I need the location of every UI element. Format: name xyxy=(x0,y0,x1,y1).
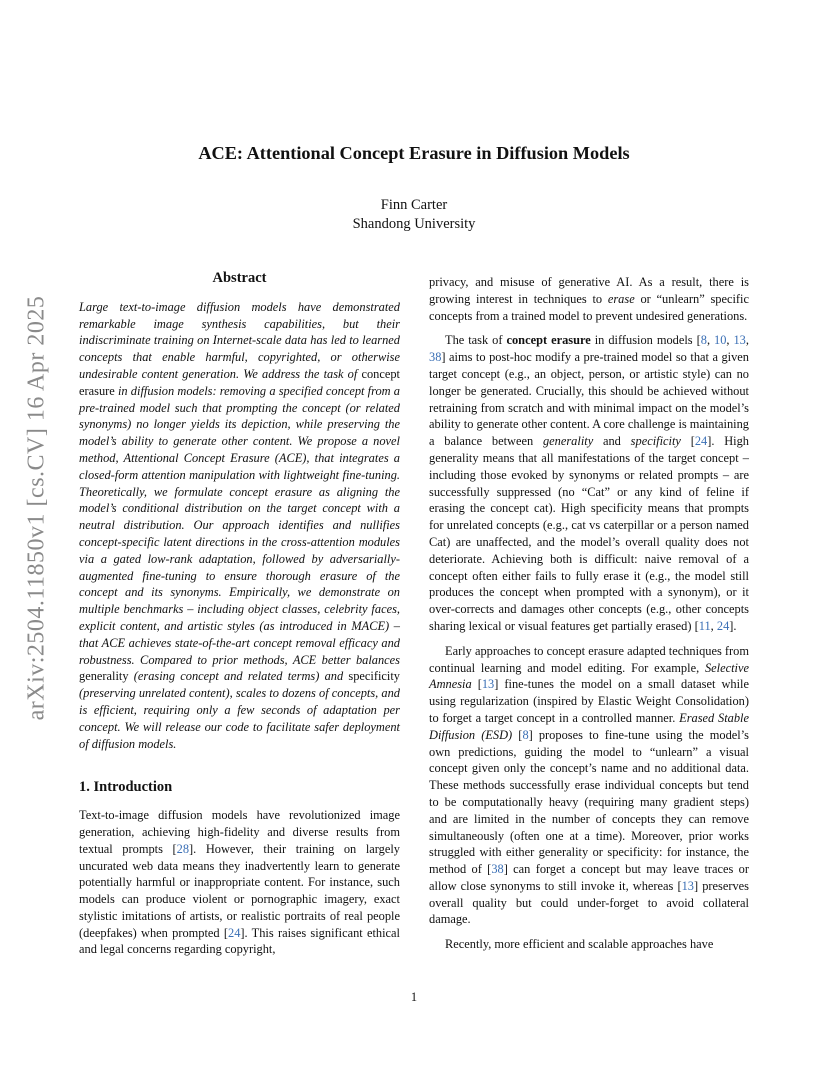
citation-link[interactable]: 24 xyxy=(228,925,241,940)
arxiv-identifier xyxy=(23,258,50,758)
section-heading-introduction: 1. Introduction xyxy=(79,779,173,796)
citation-link[interactable]: 13 xyxy=(733,333,746,348)
abstract-heading: Abstract xyxy=(212,270,267,286)
citation-link[interactable]: 24 xyxy=(716,618,730,633)
citation-link[interactable]: 38 xyxy=(491,862,504,877)
paper-title: ACE: Attentional Concept Erasure in Diffusion Models xyxy=(198,143,630,163)
citation-link[interactable]: 11 xyxy=(698,618,711,633)
page-number: 1 xyxy=(410,990,418,1004)
arxiv-id-text: arXiv:2504.11850v1 [cs.CV] 16 Apr 2025 xyxy=(23,295,49,721)
citation-link[interactable]: 28 xyxy=(176,841,190,856)
citation-link[interactable]: 10 xyxy=(714,333,727,348)
citation-link[interactable]: 38 xyxy=(429,350,442,365)
right-column xyxy=(429,274,749,961)
author-name: Finn Carter xyxy=(380,197,448,213)
paragraph: privacy, and misuse of generative AI. As a result, there is growing interest in techniques to erase or “unlearn” specific concepts from a trained model to prevent undesired generations. xyxy=(429,275,749,323)
paragraph: The task of concept erasure in diffusion models [8, 10, 13, 38] aims to post-hoc modify a pre-trained model so that a given target concept (e.g., an object, person, or artistic style) can no longer be generated. Crucially, this should be achieved without retraining from scratch and with minimal impact on the model’s ability to generate other content. A core challenge is maintaining a balance between generality and specificity [24]. High generality means that all manifestations of the target concept – including those evoked by synonyms or related prompts – are successfully suppressed (no “Cat” or any kind of feline if erasing the concept cat). High specificity means that prompts for unrelated concepts (e.g., cat vs caterpillar or a person named Cat) are unaffected, and the model’s overall quality does not deteriorate. Achieving both is difficult: naive removal of a concept often either fails to fully erase it (e.g., the model still produces the concept when prompted with a synonym), or it over-corrects and damages other concepts (e.g., other concepts sharing lexical or visual features get partially erased) [11, 24]. xyxy=(429,333,750,633)
citation-link[interactable]: 24 xyxy=(694,434,708,449)
citation-link[interactable]: 8 xyxy=(700,333,707,348)
paragraph: Early approaches to concept erasure adapted techniques from continual learning and model editing. For example, Selective Amnesia [13] fine-tunes the model on a small dataset while using regularization (inspired by Elastic Weight Consolidation) to forget a target concept in a controlled manner. Erased Stable Diffusion (ESD) [8] proposes to fine-tune using the model’s own predictions, guiding the model to “unlearn” a visual concept given only the concept’s name and no additional data. These methods successfully erase individual concepts but tend to be computationally heavy (requiring many gradient steps) and are limited in the number of concepts they can remove simultaneously (often one at a time). Moreover, prior works struggled with either generality or specificity: for instance, the method of [38] can forget a concept but may leave traces or allow close synonyms to still invoke it, whereas [13] preserves overall quality but could under-forget to avoid collateral damage. xyxy=(429,643,750,927)
citation-link[interactable]: 13 xyxy=(481,677,495,692)
paragraph: Recently, more efficient and scalable approaches have xyxy=(445,937,714,952)
intro-paragraph: Text-to-image diffusion models have revolutionized image generation, achieving high-fidelity and diverse results from textual prompts [28]. However, their training on largely uncurated web data means they inadvertently learn to generate potentially harmful or inappropriate content. For instance, such models can produce violent or pornographic imagery, exact stylistic imitations of artists, or realistic portraits of real people (deepfakes) when prompted [24]. This raises significant ethical and legal concerns regarding copyright, xyxy=(79,808,401,957)
abstract-text: Large text-to-image diffusion models have demonstrated remarkable image synthesis capabilities, but their indiscriminate training on Internet-scale data has led to learned concepts that enable harmful, copyrighted, or otherwise undesirable content generation. We address the task of concept erasure in diffusion models: removing a specified concept from a pre-trained model such that prompting the concept (or related synonyms) no longer yields its depiction, while preserving the model’s ability to generate other content. We propose a novel method, Attentional Concept Erasure (ACE), that integrates a closed-form attention manipulation with lightweight fine-tuning. Theoretically, we formulate concept erasure as aligning the model’s conditional distribution on the target concept with a neutral distribution. Our approach identifies and nullifies concept-specific latent directions in the cross-attention modules via a gated low-rank adaptation, followed by adversarially-augmented fine-tuning to ensure thorough erasure of the concept and its synonyms. Empirically, we demonstrate on multiple benchmarks – including object classes, celebrity faces, explicit content, and artistic styles (as introduced in MACE) – that ACE achieves state-of-the-art concept removal efficacy and robustness. Compared to prior methods, ACE better balances generality (erasing concept and related terms) and specificity (preserving unrelated content), scales to dozens of concepts, and is efficient, requiring only a few seconds of adaptation per concept. We will release our code to facilitate safer deployment of diffusion models. xyxy=(79,299,400,751)
citation-link[interactable]: 13 xyxy=(681,878,694,893)
citation-link[interactable]: 8 xyxy=(522,727,529,742)
author-affiliation: Shandong University xyxy=(352,216,476,232)
left-column xyxy=(79,270,400,966)
